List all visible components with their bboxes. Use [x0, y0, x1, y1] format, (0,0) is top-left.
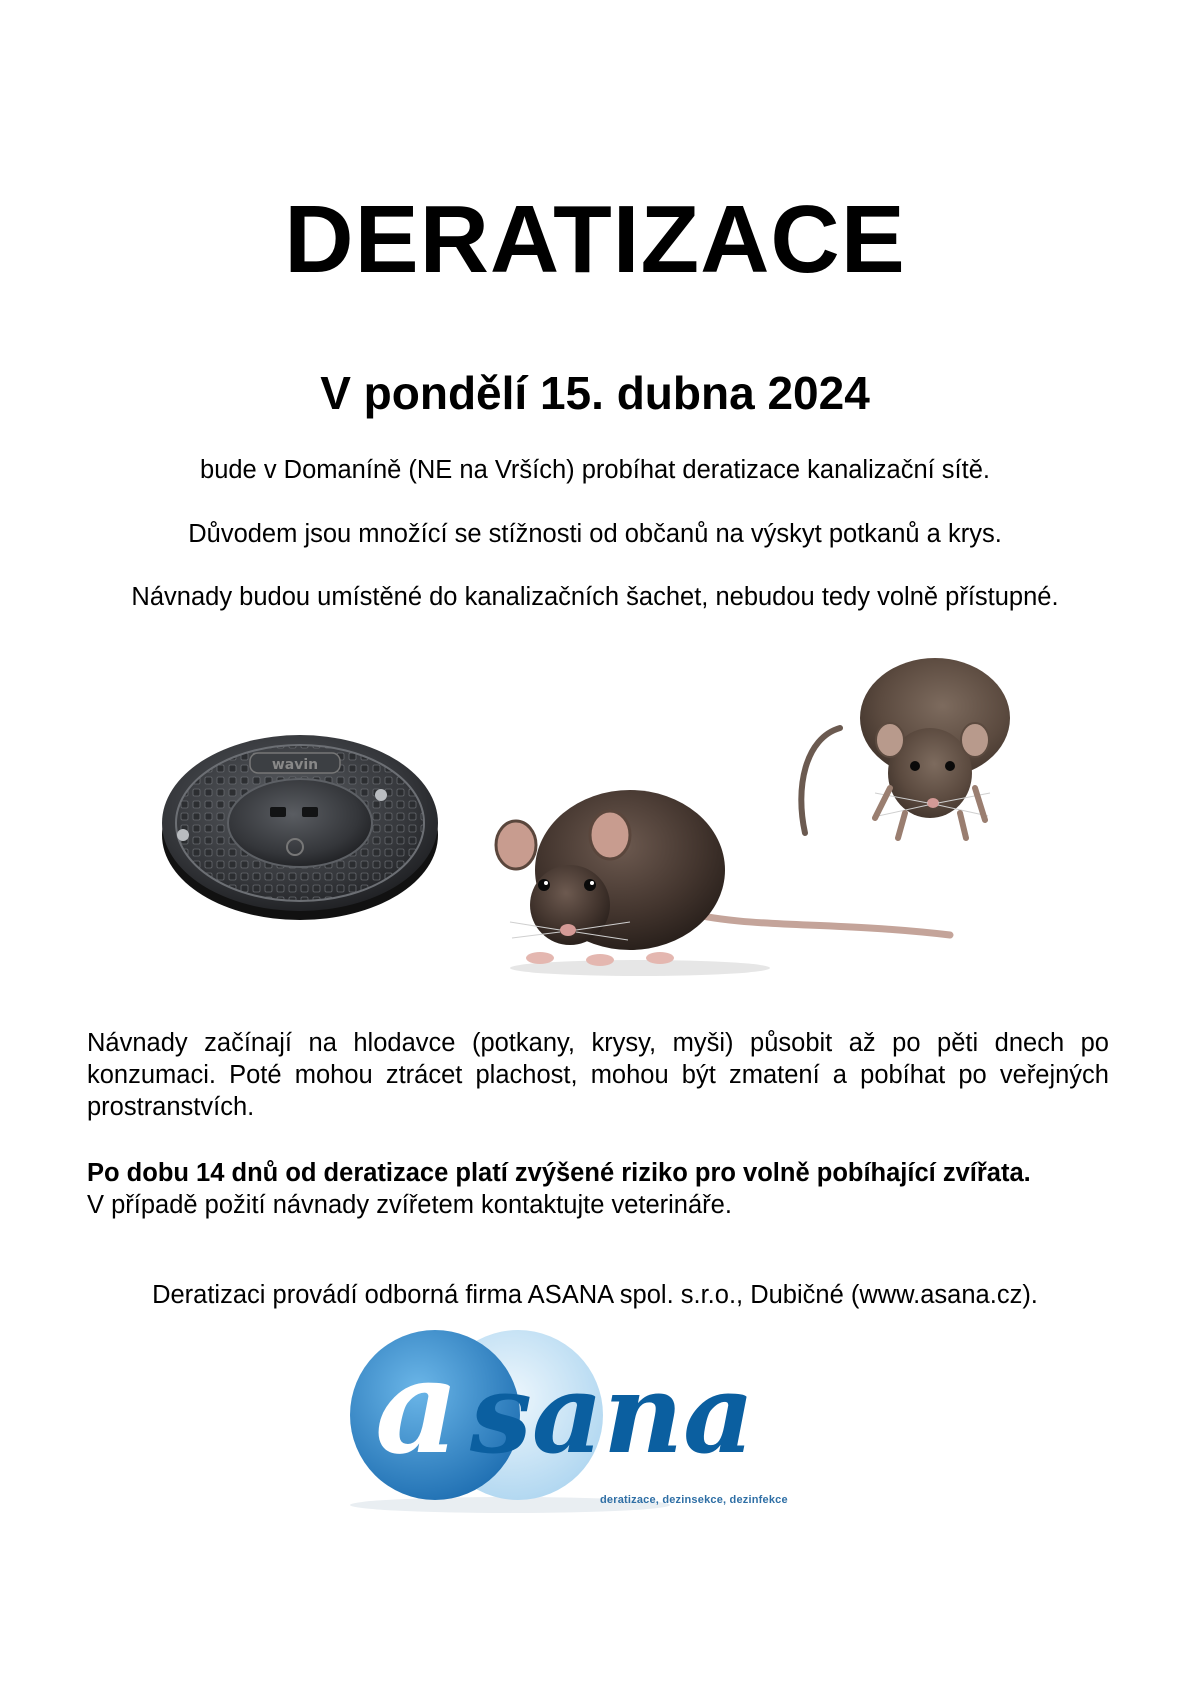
logo-wordmark-rest: sana — [470, 1349, 755, 1478]
svg-text:wavin: wavin — [271, 757, 319, 773]
effect-paragraph: Návnady začínají na hlodavce (potkany, krysy, myši) působit až po pěti dnech po konzumaci. Poté mohou ztrácet plachost, mohou být zmatení a pobíhat po veřejných prostranstvích. — [87, 1029, 1109, 1121]
page-title: DERATIZACE — [284, 186, 906, 293]
warning-rest-text: V případě požití návnady zvířetem kontaktujte veterináře. — [87, 1191, 732, 1219]
logo-letter-a: a — [375, 1330, 460, 1483]
intro-line-3: Návnady budou umístěné do kanalizačních šachet, nebudou tedy volně přístupné. — [131, 583, 1059, 611]
intro-line-2: Důvodem jsou množící se stížnosti od občanů na výskyt potkanů a krys. — [188, 520, 1002, 548]
footer-text: Deratizaci provádí odborná firma ASANA spol. s.r.o., Dubičné (www.asana.cz). — [152, 1281, 1038, 1309]
date-heading: V pondělí 15. dubna 2024 — [320, 367, 870, 419]
rat-walking-image — [780, 648, 1050, 868]
intro-line-1: bude v Domaníně (NE na Vrších) probíhat deratizace kanalizační sítě. — [200, 456, 990, 484]
manhole-cover-image — [155, 715, 445, 925]
logo-tagline: deratizace, dezinsekce, dezinfekce — [600, 1494, 788, 1506]
warning-bold-text: Po dobu 14 dnů od deratizace platí zvýšené riziko pro volně pobíhající zvířata. — [87, 1159, 1031, 1187]
asana-logo — [320, 1320, 880, 1520]
warning-paragraph — [87, 1157, 1109, 1221]
